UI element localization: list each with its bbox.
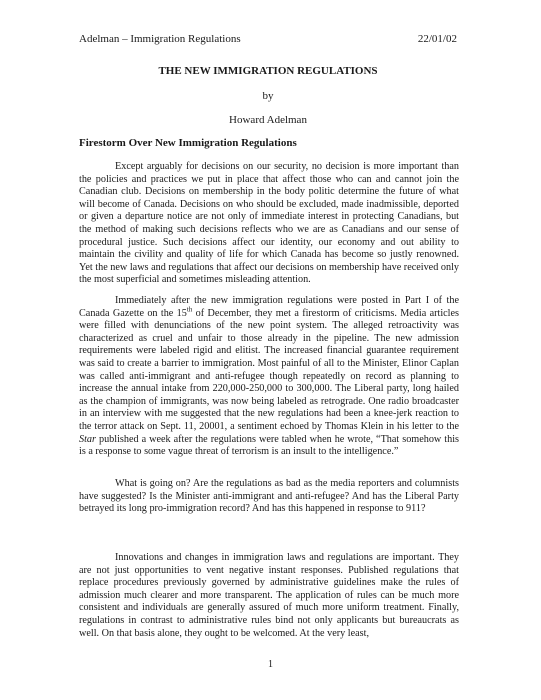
paragraph-2-part-a: Immediately after the new immigration regulations were posted in Part I of the Canada Gazette on the 15 [79,295,459,319]
paragraph-2-part-c: published a week after the regulations were tabled when he wrote, “That somehow this is a response to some vague threat of terrorism is an insult to the intelligence.” [79,433,459,458]
author-name: Howard Adelman [229,114,307,126]
document-title: THE NEW IMMIGRATION REGULATIONS [158,65,378,77]
page-number: 1 [268,659,273,670]
paragraph-1: Except arguably for decisions on our security, no decision is more important than the policies and practices we put in place that affect those who can and cannot join the Canadian club. Decisions on membership in the body politic determine the future of what will become of Canada. Decisions on who should be excluded, made inadmissible, deported or given a departure notice are not only of immediate interest in protecting Canadians, but the method of making such decisions reflects who we are as Canadians and our sense of procedural justice. Such decisions affect our identity, our economy and out ability to maintain the civility and quality of life for which Canada has become so justly renowned. Yet the new laws and regulations that affect our decisions on membership have received only the most superficial and sometimes misleading attention. [79,161,459,286]
ordinal-suffix: th [186,305,193,314]
paragraph-2-part-b: of December, they met a firestorm of criticisms. Media articles were filled with denunciations of the new point system. The alleged retroactivity was characterized as cruel and unfair to those already in the pipeline. The new admission requirements were labeled rigid and elitist. The increased financial guarantee requirement was said to create a barrier to immigration. Most painful of all to the Minister, Elinor Caplan was called anti-immigrant and anti-refugee though repeatedly on record as planning to increase the annual intake from 220,000-250,000 to 300,000. The Liberal party, long hailed as the champion of immigrants, was now being labeled as retrograde. One radio broadcaster in an interview with me suggested that the new regulations had been a knee-jerk reaction to the terror attack on Sept. 11, 20001, a sentiment echoed by Thomas Klein in his letter to the [79,307,459,432]
page-header [79,33,457,45]
header-date: 22/01/02 [417,33,457,45]
paragraph-3: What is going on? Are the regulations as bad as the media reporters and columnists have suggested? Is the Minister anti-immigrant and anti-refugee? And has the Liberal Party betrayed its long pro-immigration record? And has this happened in response to 911? [79,478,459,515]
newspaper-name: Star [79,433,96,445]
byline: by [262,90,274,102]
paragraph-4: Innovations and changes in immigration laws and regulations are important. They are not just opportunities to vent negative instant responses. Published regulations that replace procedures previously governed by administrative guidelines make the rules of admission much clearer and more transparent. The application of rules can be much more consistent and individuals are generally assured of much more uniform treatment. Finally, regulations in contrast to administrative rules bind not only applicants but bureaucrats as well. On that basis alone, they ought to be welcomed. At the very least, [79,552,459,639]
header-left: Adelman – Immigration Regulations [79,33,241,45]
paragraph-2 [79,295,459,459]
section-heading: Firestorm Over New Immigration Regulations [79,137,297,149]
